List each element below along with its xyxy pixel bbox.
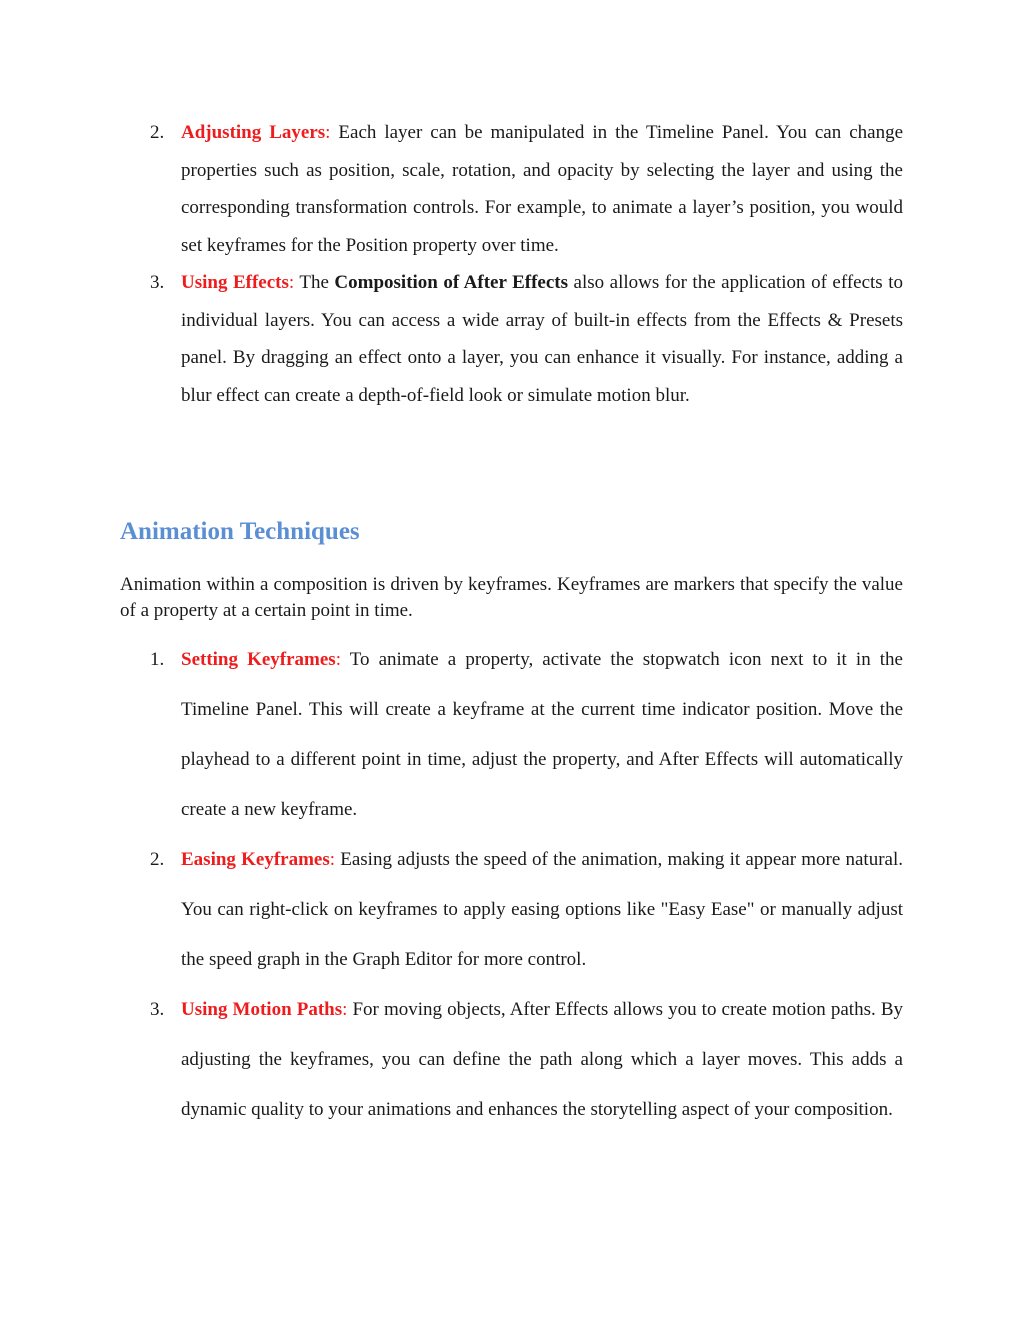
list-item-number: 2. [150, 122, 165, 143]
list-item-term: Using Motion Paths [181, 999, 343, 1020]
list-item-colon: : [335, 649, 341, 670]
list-item-number: 3. [150, 999, 165, 1020]
numbered-list-top [0, 114, 1024, 414]
section-intro-paragraph: Animation within a composition is driven by keyframes. Keyframes are markers that specify the value of a property at a certain point in time. [120, 574, 903, 621]
list-item-term: Using Effects [181, 272, 289, 293]
list-item-setting-keyframes [0, 635, 903, 835]
list-item-text-pre: The [294, 272, 335, 293]
list-item-colon: : [342, 999, 348, 1020]
list-item-number: 2. [150, 849, 165, 870]
numbered-list-bottom [0, 635, 1024, 1135]
list-item-number: 3. [150, 272, 165, 293]
list-item-term: Setting Keyframes [181, 649, 336, 670]
list-item-text: also allows for the application of effects to individual layers. You can access a wide array of built-in effects from the Effects & Presets panel. By dragging an effect onto a layer, you can enhance it visually. For instance, adding a blur effect can create a depth-of-field look or simulate motion blur. [181, 272, 903, 406]
section-heading: Animation Techniques [120, 518, 360, 545]
list-item-number: 1. [150, 649, 165, 670]
list-item-text: Easing adjusts the speed of the animation, making it appear more natural. You can right-click on keyframes to apply easing options like "Easy Ease" or manually adjust the speed graph in the Graph Editor for more control. [181, 849, 903, 970]
list-item-term: Easing Keyframes [181, 849, 330, 870]
list-item-colon: : [288, 272, 295, 293]
list-item-text: Each layer can be manipulated in the Timeline Panel. You can change properties such as position, scale, rotation, and opacity by selecting the layer and using the corresponding transformation controls. For example, to animate a layer’s position, you would set keyframes for the Position property over time. [181, 122, 904, 256]
list-item-text: For moving objects, After Effects allows you to create motion paths. By adjusting the keyframes, you can define the path along which a layer moves. This adds a dynamic quality to your animations and enhances the storytelling aspect of your composition. [181, 999, 903, 1120]
list-item-using-motion-paths [0, 985, 903, 1135]
list-item-colon: : [329, 849, 336, 870]
list-item-using-effects [0, 264, 903, 414]
list-item-term: Adjusting Layers [181, 122, 326, 143]
list-item-text: To animate a property, activate the stopwatch icon next to it in the Timeline Panel. This will create a keyframe at the current time indicator position. Move the playhead to a different point in time, adjust the property, and After Effects will automatically create a new keyframe. [181, 649, 903, 820]
list-item-bold-phrase: Composition of After Effects [334, 272, 568, 293]
list-item-colon: : [325, 122, 331, 143]
list-item-easing-keyframes [0, 835, 903, 985]
list-item-adjusting-layers [0, 114, 903, 264]
